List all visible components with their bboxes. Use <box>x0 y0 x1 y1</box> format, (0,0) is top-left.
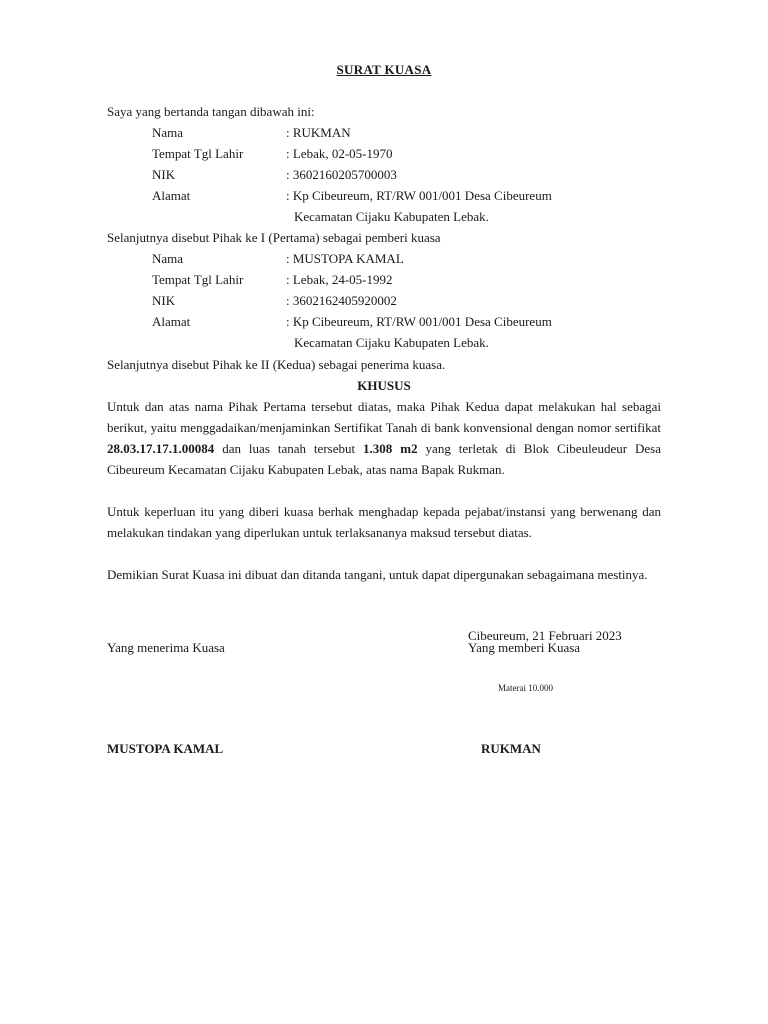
place-date: Cibeureum, 21 Februari 2023 <box>468 628 622 643</box>
party1-address-label: Alamat <box>152 188 191 203</box>
party1-role: Selanjutnya disebut Pihak ke I (Pertama) sebagai pemberi kuasa <box>107 230 441 245</box>
party2-address-continued: Kecamatan Cijaku Kabupaten Lebak. <box>294 335 489 350</box>
party2-name-value: : MUSTOPA KAMAL <box>286 251 404 266</box>
party1-nik-label: NIK <box>152 167 176 182</box>
stamp-duty-label: Materai 10.000 <box>498 683 553 693</box>
party2-address-label: Alamat <box>152 314 191 329</box>
body-paragraph-closing: Demikian Surat Kuasa ini dibuat dan ditanda tangani, untuk dapat dipergunakan sebagaimana mestinya. <box>107 567 648 582</box>
body-text: yang terletak di Blok Cibeuleudeur Desa Cibeureum Kecamatan Cijaku Kabupaten Lebak, atas nama Bapak Rukman. <box>107 441 661 477</box>
body-text: Untuk dan atas nama Pihak Pertama tersebut diatas, maka Pihak Kedua dapat melakukan hal sebagai berikut, yaitu menggadaikan/menjaminkan Sertifikat Tanah di bank konvensional dengan nomor sertifikat <box>107 399 661 435</box>
party2-name-label: Nama <box>152 251 184 266</box>
certificate-number: 28.03.17.17.1.00084 <box>107 441 215 456</box>
intro-text: Saya yang bertanda tangan dibawah ini: <box>107 104 315 119</box>
party2-birth-value: : Lebak, 24-05-1992 <box>286 272 393 287</box>
party2-nik-label: NIK <box>152 293 176 308</box>
party1-address-value: : Kp Cibeureum, RT/RW 001/001 Desa Cibeureum <box>286 188 552 203</box>
party2-role: Selanjutnya disebut Pihak ke II (Kedua) sebagai penerima kuasa. <box>107 357 446 372</box>
party1-birth-label: Tempat Tgl Lahir <box>152 146 244 161</box>
body-text: dan luas tanah tersebut <box>214 441 364 456</box>
party2-birth-label: Tempat Tgl Lahir <box>152 272 244 287</box>
party1-address-continued: Kecamatan Cijaku Kabupaten Lebak. <box>294 209 489 224</box>
giver-signature-name: RUKMAN <box>481 741 541 756</box>
giver-label: Yang memberi Kuasa <box>468 640 581 655</box>
land-area: 1.308 m2 <box>363 441 418 456</box>
party1-name-label: Nama <box>152 125 184 140</box>
party1-name-value: : RUKMAN <box>286 125 351 140</box>
body-paragraph-purpose: Untuk keperluan itu yang diberi kuasa berhak menghadap kepada pejabat/instansi yang berwenang dan melakukan tindakan yang diperlukan untuk terlaksananya maksud tersebut diatas. <box>107 504 661 540</box>
body-paragraph-authorization <box>107 396 661 480</box>
receiver-label: Yang menerima Kuasa <box>107 640 225 655</box>
section-heading-khusus: KHUSUS <box>357 378 411 393</box>
receiver-signature-name: MUSTOPA KAMAL <box>107 741 224 756</box>
document-title: SURAT KUASA <box>336 62 432 77</box>
party1-birth-value: : Lebak, 02-05-1970 <box>286 146 393 161</box>
party2-nik-value: : 3602162405920002 <box>286 293 397 308</box>
party1-nik-value: : 3602160205700003 <box>286 167 397 182</box>
party2-address-value: : Kp Cibeureum, RT/RW 001/001 Desa Cibeureum <box>286 314 552 329</box>
